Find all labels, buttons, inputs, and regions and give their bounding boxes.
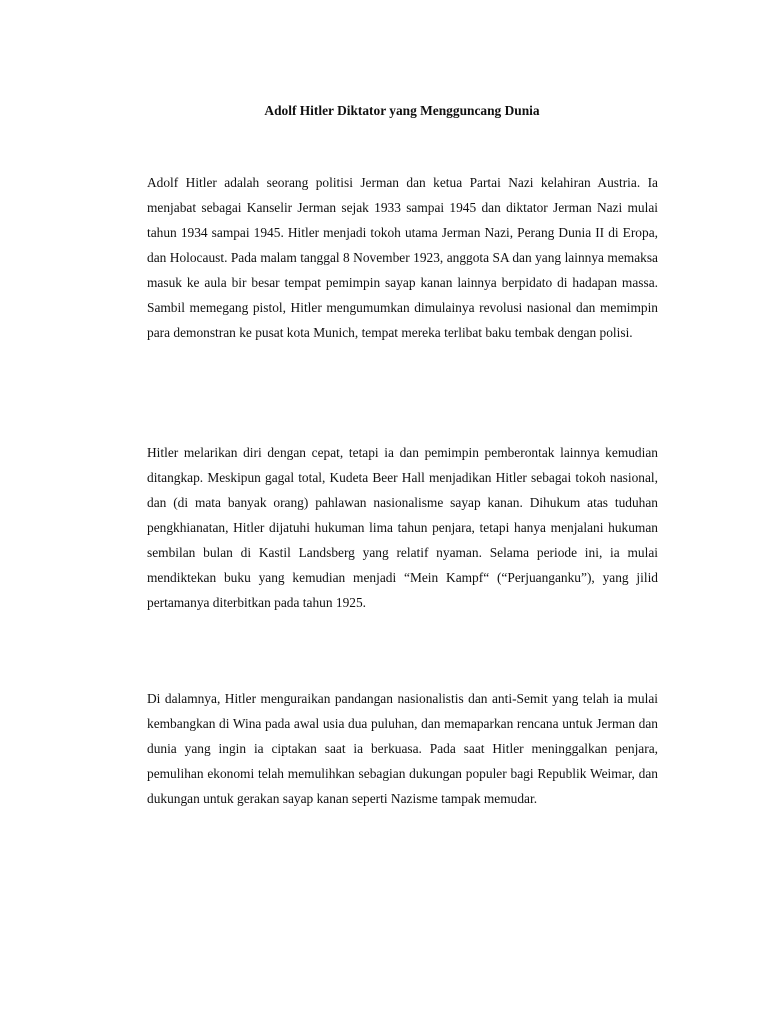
paragraph-2: Hitler melarikan diri dengan cepat, tetapi ia dan pemimpin pemberontak lainnya kemudian ditangkap. Meskipun gagal total, Kudeta Beer Hall menjadikan Hitler sebagai tokoh nasional, dan (di mata banyak orang) pahlawan nasionalisme sayap kanan. Dihukum atas tuduhan pengkhianatan, Hitler dijatuhi hukuman lima tahun penjara, tetapi hanya menjalani hukuman sembilan bulan di Kastil Landsberg yang relatif nyaman. Selama periode ini, ia mulai mendiktekan buku yang kemudian menjadi “Mein Kampf“ (“Perjuanganku”), yang jilid pertamanya diterbitkan pada tahun 1925. [147,445,658,610]
paragraph-1: Adolf Hitler adalah seorang politisi Jerman dan ketua Partai Nazi kelahiran Austria. Ia menjabat sebagai Kanselir Jerman sejak 1933 sampai 1945 dan diktator Jerman Nazi mulai tahun 1934 sampai 1945. Hitler menjadi tokoh utama Jerman Nazi, Perang Dunia II di Eropa, dan Holocaust. Pada malam tanggal 8 November 1923, anggota SA dan yang lainnya memaksa masuk ke aula bir besar tempat pemimpin sayap kanan lainnya berpidato di hadapan massa. Sambil memegang pistol, Hitler mengumumkan dimulainya revolusi nasional dan memimpin para demonstran ke pusat kota Munich, tempat mereka terlibat baku tembak dengan polisi. [147,175,658,340]
document-title: Adolf Hitler Diktator yang Mengguncang Dunia [264,103,540,118]
paragraph-3: Di dalamnya, Hitler menguraikan pandangan nasionalistis dan anti-Semit yang telah ia mulai kembangkan di Wina pada awal usia dua puluhan, dan memaparkan rencana untuk Jerman dan dunia yang ingin ia ciptakan saat ia berkuasa. Pada saat Hitler meninggalkan penjara, pemulihan ekonomi telah memulihkan sebagian dukungan populer bagi Republik Weimar, dan dukungan untuk gerakan sayap kanan seperti Nazisme tampak memudar. [147,691,658,806]
